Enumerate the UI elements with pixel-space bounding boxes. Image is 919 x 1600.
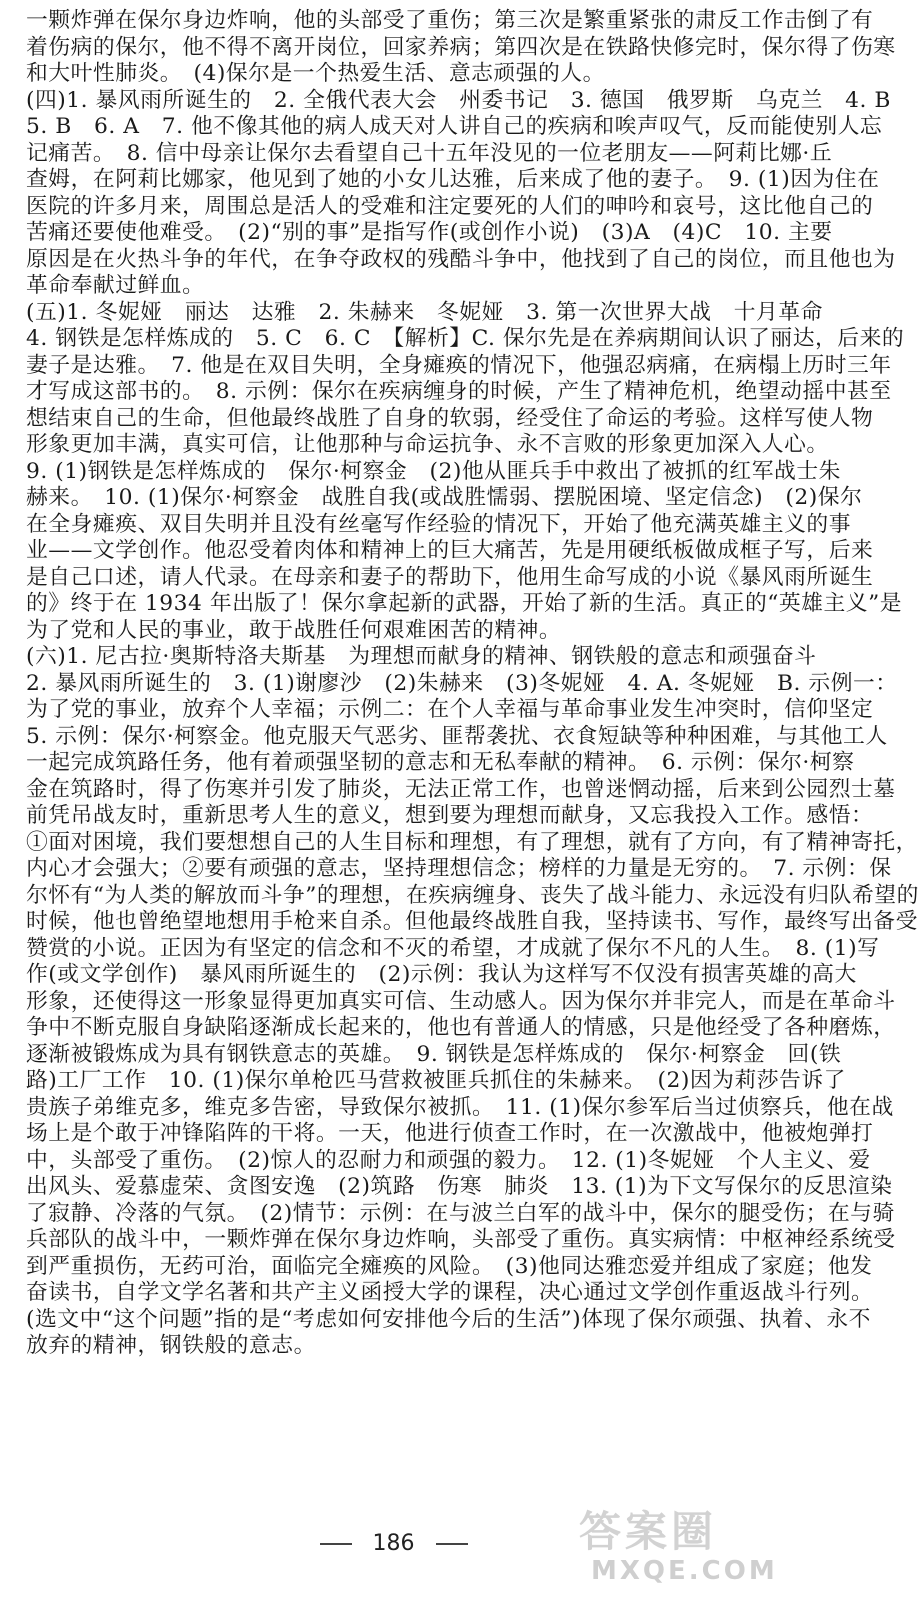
- footer-dash-left: [320, 1543, 352, 1545]
- text-line: 医院的许多月来，周围总是活人的受难和注定要死的人们的呻吟和哀号，这比他自己的: [26, 193, 874, 219]
- text-line: 一颗炸弹在保尔身边炸响，他的头部受了重伤；第三次是繁重紧张的肃反工作击倒了有: [26, 8, 874, 33]
- text-line: 时候，他也曾绝望地想用手枪来自杀。但他最终战胜自我，坚持读书、写作，最终写出备受: [26, 909, 918, 934]
- text-line: 兵部队的战斗中，一颗炸弹在保尔身边炸响，头部受了重伤。真实病情：中枢神经系统受: [26, 1227, 896, 1252]
- text-line: 为了党的事业，放弃个人幸福；示例二：在个人幸福与革命事业发生冲突时，信仰坚定: [26, 697, 874, 722]
- text-line: 想结束自己的生命，但他最终战胜了自身的软弱，经受住了命运的考验。这样写使人物: [26, 405, 874, 431]
- section-5-heading-line: (五)1. 冬妮娅 丽达 达雅 2. 朱赫来 冬妮娅 3. 第一次世界大战 十月革命: [26, 299, 823, 325]
- watermark-logo: [579, 1507, 778, 1594]
- text-line: 尔怀有“为人类的解放而斗争”的理想，在疾病缠身、丧失了战斗能力、永远没有归队希望的: [26, 882, 919, 908]
- watermark-top-text: 答案圈: [579, 1507, 718, 1556]
- text-line: 在全身瘫痪、双目失明并且没有丝毫写作经验的情况下，开始了他充满英雄主义的事: [26, 511, 851, 537]
- text-line: 5. 示例：保尔·柯察金。他克服天气恶劣、匪帮袭扰、衣食短缺等种种困难，与其他工人: [26, 723, 888, 749]
- text-line: 了寂静、冷落的气氛。 (2)情节：示例：在与波兰白军的战斗中，保尔的腿受伤；在与骑: [26, 1200, 895, 1226]
- text-line: 妻子是达雅。 7. 他是在双目失明，全身瘫痪的情况下，他强忍病痛，在病榻上历时三年: [26, 352, 892, 378]
- text-line: 路)工厂工作 10. (1)保尔单枪匹马营救被匪兵抓住的朱赫来。 (2)因为莉莎告诉了: [26, 1068, 846, 1093]
- footer-dash-right: [436, 1543, 468, 1545]
- text-line: 苦痛还要使他难受。 (2)“别的事”是指写作(或创作小说) (3)A (4)C 10. 主要: [26, 220, 833, 245]
- page-number: 186: [372, 1531, 415, 1556]
- text-line: 原因是在火热斗争的年代，在争夺政权的残酷斗争中，他找到了自己的岗位，而且他也为: [26, 246, 896, 272]
- text-line: 中，头部受了重伤。 (2)惊人的忍耐力和顽强的毅力。 12. (1)冬妮娅 个人主义、爱: [26, 1147, 871, 1173]
- text-line: 着伤病的保尔，他不得不离开岗位，回家养病；第四次是在铁路快修完时，保尔得了伤寒: [26, 34, 896, 60]
- text-line: 业——文学创作。他忍受着肉体和精神上的巨大痛苦，先是用硬纸板做成框子写，后来: [26, 538, 874, 563]
- text-line: 记痛苦。 8. 信中母亲让保尔去看望自己十五年没见的一位老朋友——阿莉比娜·丘: [26, 140, 833, 166]
- text-line: 一起完成筑路任务，他有着顽强坚韧的意志和无私奉献的精神。 6. 示例：保尔·柯察: [26, 750, 855, 775]
- text-line: 是自己口述，请人代录。在母亲和妻子的帮助下，他用生命写成的小说《暴风雨所诞生: [26, 564, 874, 590]
- text-line: (选文中“这个问题”指的是“考虑如何安排他今后的生活”)体现了保尔顽强、执着、永不: [26, 1306, 871, 1332]
- text-line: 金在筑路时，得了伤寒并引发了肺炎，无法正常工作，也曾迷惘动摇，后来到公园烈士墓: [26, 776, 896, 802]
- text-line: ①面对困境，我们要想想自己的人生目标和理想，有了理想，就有了方向，有了精神寄托，: [26, 829, 918, 855]
- text-line: 为了党和人民的事业，敢于战胜任何艰难困苦的精神。: [26, 617, 562, 643]
- text-line: 前凭吊战友时，重新思考人生的意义，想到要为理想而献身，又忘我投入工作。感悟：: [26, 803, 874, 828]
- text-line: 奋读书，自学文学名著和共产主义函授大学的课程，决心通过文学创作重返战斗行列。: [26, 1280, 874, 1305]
- text-line: 5. B 6. A 7. 他不像其他的病人成天对人讲自己的疾病和唉声叹气，反而能使别人忘: [26, 114, 883, 139]
- text-line: 场上是个敢于冲锋陷阵的干将。一天，他进行侦查工作时，在一次激战中，他被炮弹打: [26, 1121, 874, 1146]
- text-line: 和大叶性肺炎。 (4)保尔是一个热爱生活、意志顽强的人。: [26, 61, 605, 86]
- text-line: 争中不断克服自身缺陷逐渐成长起来的，他也有普通人的情感，只是他经受了各种磨炼，: [26, 1015, 896, 1040]
- text-line: 革命奉献过鲜血。: [26, 273, 205, 298]
- text-line: 内心才会强大；②要有顽强的意志，坚持理想信念；榜样的力量是无穷的。 7. 示例：保: [26, 856, 892, 881]
- text-line: 赞赏的小说。正因为有坚定的信念和不灭的希望，才成就了保尔不凡的人生。 8. (1)写: [26, 935, 880, 961]
- text-line: 赫来。 10. (1)保尔·柯察金 战胜自我(或战胜懦弱、摆脱困境、坚定信念) (2)保尔: [26, 485, 863, 510]
- text-line: 2. 暴风雨所诞生的 3. (1)谢廖沙 (2)朱赫来 (3)冬妮娅 4. A. 冬妮娅 B. 示例一：: [26, 670, 898, 696]
- watermark-bottom-text: MXQE.COM: [591, 1556, 778, 1586]
- section-4-heading-line: (四)1. 暴风雨所诞生的 2. 全俄代表大会 州委书记 3. 德国 俄罗斯 乌克兰 4. B: [26, 87, 891, 113]
- text-line: 才写成这部书的。 8. 示例：保尔在疾病缠身的时候，产生了精神危机，绝望动摇中甚至: [26, 379, 892, 404]
- text-line: 的》终于在 1934 年出版了！保尔拿起新的武器，开始了新的生活。真正的“英雄主义”是: [26, 591, 903, 616]
- answer-text-block: [26, 8, 919, 1386]
- section-6-heading-line: (六)1. 尼古拉·奥斯特洛夫斯基 为理想而献身的精神、钢铁般的意志和顽强奋斗: [26, 644, 817, 669]
- text-line: 作(或文学创作) 暴风雨所诞生的 (2)示例：我认为这样写不仅没有损害英雄的高大: [26, 962, 857, 987]
- text-line: 放弃的精神，钢铁般的意志。: [26, 1333, 316, 1358]
- text-line: 查姆，在阿莉比娜家，他见到了她的小女儿达雅，后来成了他的妻子。 9. (1)因为住在: [26, 167, 880, 192]
- text-line: 形象，还使得这一形象显得更加真实可信、生动感人。因为保尔并非完人，而是在革命斗: [26, 988, 896, 1014]
- text-line: 9. (1)钢铁是怎样炼成的 保尔·柯察金 (2)他从匪兵手中救出了被抓的红军战士朱: [26, 458, 841, 484]
- text-line: 贵族子弟维克多，维克多告密，导致保尔被抓。 11. (1)保尔参军后当过侦察兵，他在战: [26, 1094, 894, 1120]
- text-line: [26, 1360, 761, 1387]
- text-line: 形象更加丰满，真实可信，让他那种与命运抗争、永不言败的形象更加深入人心。: [26, 432, 829, 457]
- text-line: 逐渐被锻炼成为具有钢铁意志的英雄。 9. 钢铁是怎样炼成的 保尔·柯察金 回(铁: [26, 1041, 842, 1067]
- text-line: 4. 钢铁是怎样炼成的 5. C 6. C 【解析】C. 保尔先是在养病期间认识了丽达，后来的: [26, 326, 905, 351]
- text-line: 到严重损伤，无药可治，面临完全瘫痪的风险。 (3)他同达雅恋爱并组成了家庭；他发: [26, 1253, 873, 1279]
- text-line: 出风头、爱慕虚荣、贪图安逸 (2)筑路 伤寒 肺炎 13. (1)为下文写保尔的反思渲染: [26, 1174, 893, 1199]
